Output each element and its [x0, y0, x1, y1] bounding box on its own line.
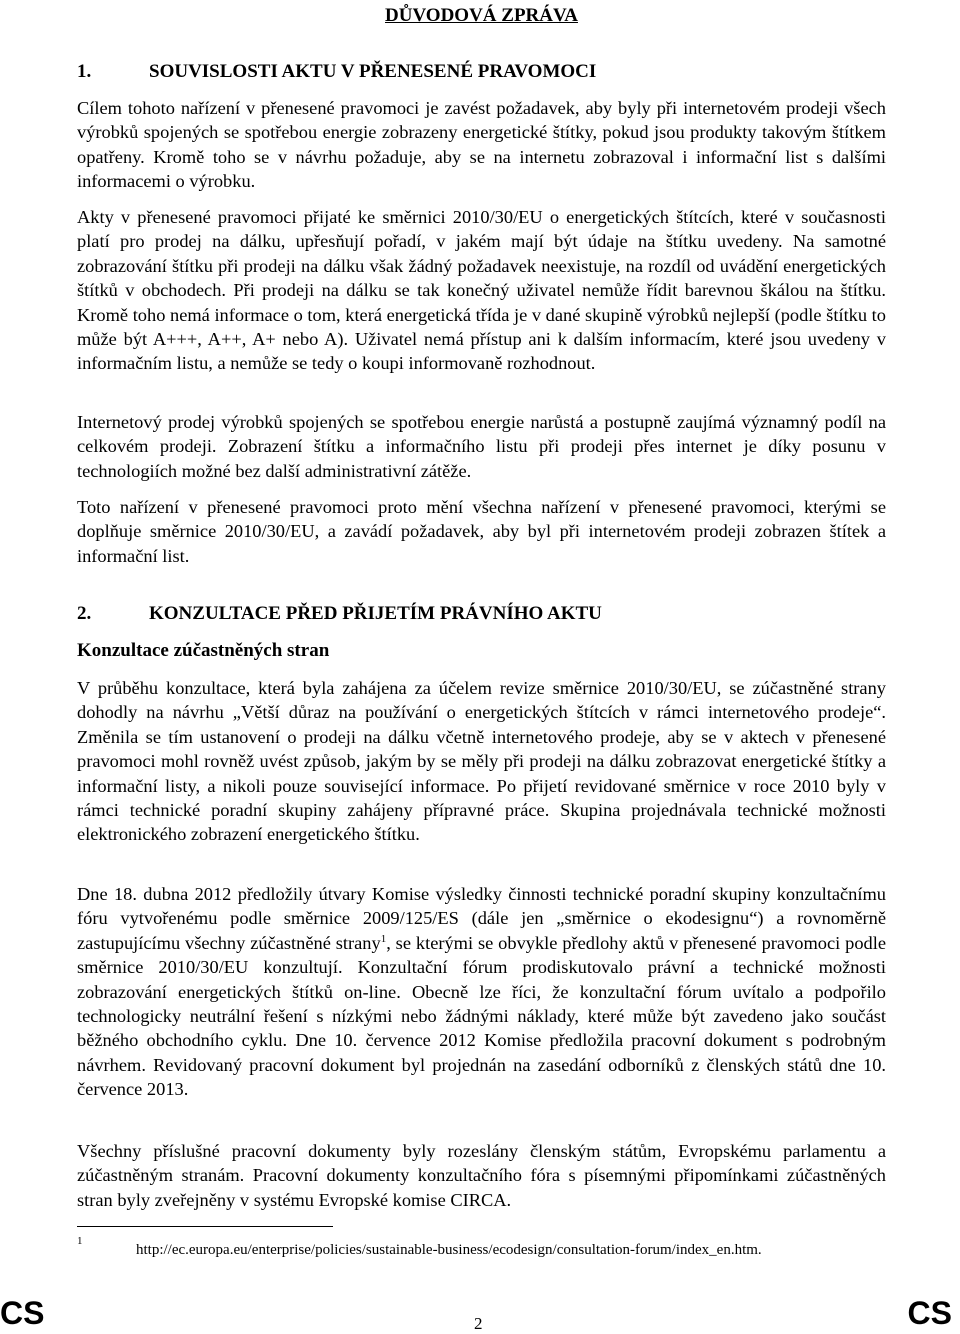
- footnote-reference[interactable]: 1: [380, 932, 387, 945]
- section-1-heading: [77, 61, 596, 83]
- paragraph-text-start: Dne 18. dubna 2012 předložily útvary Komise výsledky činnosti technické poradní skupiny konzultačnímu fóru vytvořenému podle směrnice 2009/125/ES (dále jen „směrnice o ekodesignu“) a rovnoměrně zastupujícímu všechny zúčastněné strany: [77, 884, 886, 953]
- language-code-left: CS: [0, 1295, 45, 1331]
- footnote-divider: [77, 1226, 333, 1227]
- section-1-title: SOUVISLOSTI AKTU V PŘENESENÉ PRAVOMOCI: [149, 61, 597, 82]
- paragraph: Cílem tohoto nařízení v přenesené pravomoci je zavést požadavek, aby byly při internetovém prodeji všech výrobků spojených se spotřebou energie zobrazeny energetické štítky, pokud jsou produkty takovým štítkem opatřeny. Kromě toho se v návrhu požaduje, aby se na internetu zobrazoval i informační list s dalšími informacemi o výrobku.: [77, 98, 886, 192]
- language-code-right: CS: [907, 1295, 952, 1331]
- paragraph: Toto nařízení v přenesené pravomoci proto mění všechna nařízení v přenesené pravomoci, kterými se doplňuje směrnice 2010/30/EU, a zavádí požadavek, aby byl při internetovém prodeji zobrazen štítek a informační list.: [77, 497, 886, 566]
- paragraph: V průběhu konzultace, která byla zahájena za účelem revize směrnice 2010/30/EU, se zúčastněné strany dohodly na návrhu „Větší důraz na používání o energetických štítcích v rámci internetového prodeje“. Změnila se tím ustanovení o prodeji na dálku včetně internetového prodeje, aby se v aktech v přenesené pravomoci mohl rovněž uvést způsob, jakým by se měly při prodeji na dálku zobrazovat energetické štítky a informační listy, a nikoli pouze související informace. Po přijetí revidované směrnice v roce 2010 byly v rámci technické poradní skupiny zahájeny přípravné práce. Skupina projednávala technické možnosti elektronického zobrazení energetického štítku.: [77, 678, 886, 845]
- section-2-number: 2.: [77, 603, 92, 624]
- paragraph: Internetový prodej výrobků spojených se spotřebou energie narůstá a postupně zaujímá významný podíl na celkovém prodeji. Zobrazení štítku a informačního listu při prodeji přes internet je díky posunu v technologiích možné bez další administrativní zátěže.: [77, 412, 886, 481]
- section-1-number: 1.: [77, 61, 92, 82]
- paragraph-with-footnote: [77, 882, 886, 1102]
- page-number: 2: [474, 1314, 483, 1333]
- paragraph: Akty v přenesené pravomoci přijaté ke směrnici 2010/30/EU o energetických štítcích, které v současnosti platí pro prodej na dálku, upřesňují pořadí, v jakém mají být údaje na štítku uvedeny. Na samotné zobrazování štítku při prodeji na dálku však žádný požadavek neexistuje, na rozdíl od uvádění energetických štítků v obchodech. Při prodeji na dálku se tak konečný uživatel nemůže řídit barevnou škálou na štítku. Kromě toho nemá informace o tom, která energetická třída je v dané skupině výrobků nejlepší (podle štítku to může být A+++, A++, A+ nebo A). Uživatel nemá přístup ani k dalším informacím, které jsou uvedeny v informačním listu, a nemůže se tedy o koupi informovaně rozhodnout.: [77, 207, 886, 374]
- section-2-heading: [77, 603, 602, 625]
- footnote-link[interactable]: http://ec.europa.eu/enterprise/policies/sustainable-business/ecodesign/consultation-forum/index_en.htm.: [136, 1242, 762, 1258]
- footnote-mark: 1: [77, 1235, 83, 1247]
- paragraph: Všechny příslušné pracovní dokumenty byly rozeslány členským státům, Evropskému parlamentu a zúčastněným stranám. Pracovní dokumenty konzultačního fóra s písemnými připomínkami zúčastněných stran byly zveřejněny v systému Evropské komise CIRCA.: [77, 1141, 886, 1210]
- section-2-title: KONZULTACE PŘED PŘIJETÍM PRÁVNÍHO AKTU: [149, 603, 602, 624]
- section-2-subheading: Konzultace zúčastněných stran: [77, 640, 330, 661]
- document-title: DŮVODOVÁ ZPRÁVA: [385, 5, 578, 26]
- paragraph-text-end: , se kterými se obvykle předlohy aktů v přenesené pravomoci podle směrnice 2010/30/EU konzultují. Konzultační fórum prodiskutovalo právní a technické možnosti zobrazování energetických štítků on-line. Obecně lze říci, že konzultační fórum uvítalo a podpořilo technologicky neutrální řešení s nízkými nebo žádnými náklady, které může být zavedeno jako součást běžného obchodního cyklu. Dne 10. července 2012 Komise předložila pracovní dokument s podrobným návrhem. Revidovaný pracovní dokument byl projednán na zasedání odborníků z členských států dne 10. července 2013.: [77, 932, 886, 1100]
